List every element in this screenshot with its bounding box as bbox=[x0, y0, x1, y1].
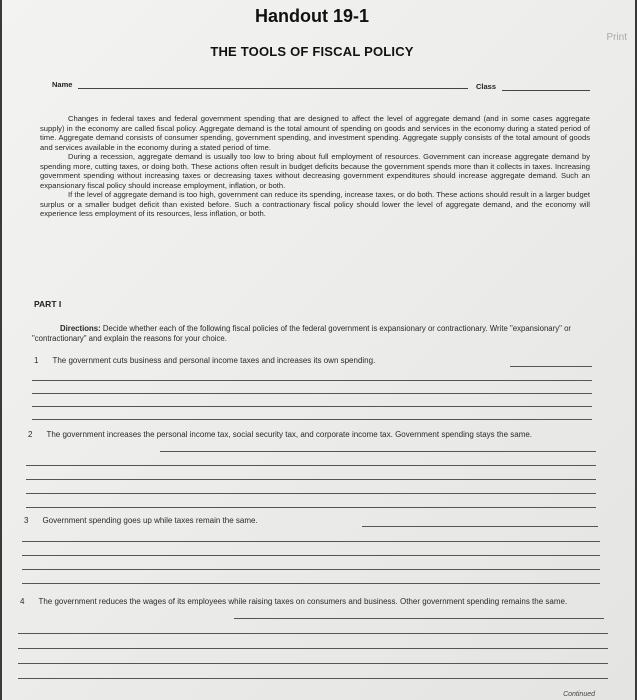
handout-page bbox=[2, 0, 635, 700]
part-heading: PART I bbox=[34, 299, 62, 309]
answer-line[interactable] bbox=[32, 380, 592, 381]
answer-line[interactable] bbox=[26, 465, 596, 466]
question-text: The government increases the personal income tax, social security tax, and corporate income tax. Government spending stays the same. bbox=[46, 430, 533, 439]
directions-text: Decide whether each of the following fiscal policies of the federal government is expansionary or contractionary. Write "expansionary" or "contractionary" and explain the reasons for your choice. bbox=[32, 324, 572, 343]
question-4 bbox=[20, 596, 605, 607]
answer-line[interactable] bbox=[18, 648, 608, 649]
answer-line[interactable] bbox=[26, 507, 596, 508]
answer-line[interactable] bbox=[32, 406, 592, 407]
question-1 bbox=[34, 355, 594, 366]
answer-line[interactable] bbox=[18, 663, 608, 664]
intro-text bbox=[40, 114, 590, 219]
handout-subtitle: THE TOOLS OF FISCAL POLICY bbox=[210, 44, 414, 59]
answer-line[interactable] bbox=[22, 555, 600, 556]
print-link[interactable]: Print bbox=[606, 32, 627, 43]
answer-line[interactable] bbox=[32, 393, 592, 394]
question-number: 1 bbox=[34, 356, 39, 365]
intro-paragraph-3: If the level of aggregate demand is too high, government can reduce its spending, increase taxes, or do both. These actions should result in a larger budget surplus or a smaller budget deficit than existed before. Such a contractionary fiscal policy should lower the level of aggregate demand, and the economy will experience less employment of its resources, less inflation, or both. bbox=[40, 190, 590, 218]
answer-line[interactable] bbox=[22, 583, 600, 584]
class-field-line[interactable] bbox=[502, 90, 590, 91]
answer-line[interactable] bbox=[22, 569, 600, 570]
answer-line[interactable] bbox=[26, 493, 596, 494]
name-field-line[interactable] bbox=[78, 88, 468, 89]
question-3 bbox=[24, 515, 584, 526]
answer-line[interactable] bbox=[234, 618, 604, 619]
answer-line[interactable] bbox=[32, 419, 592, 420]
handout-title: Handout 19-1 bbox=[254, 6, 369, 26]
class-label: Class bbox=[476, 82, 497, 91]
answer-line[interactable] bbox=[18, 678, 608, 679]
question-text: The government reduces the wages of its employees while raising taxes on consumers and business. Other government spending remains the same. bbox=[38, 597, 568, 606]
name-label: Name bbox=[52, 80, 73, 89]
question-2 bbox=[28, 429, 598, 440]
directions-label: Directions: bbox=[60, 324, 101, 333]
intro-paragraph-2: During a recession, aggregate demand is usually too low to bring about full employment of resources. Government can increase aggregate demand by spending more, cutting taxes, or doing both. These actions often result in budget deficits because the government spends more than it collects in taxes. Increasing government spending without increasing taxes or decreasing taxes without decreasing government expenditures should increase aggregate demand. Such an expansionary fiscal policy should increase employment, inflation, or both. bbox=[40, 152, 590, 190]
answer-line[interactable] bbox=[18, 633, 608, 634]
question-text: The government cuts business and personal income taxes and increases its own spending. bbox=[52, 356, 376, 365]
question-number: 3 bbox=[24, 516, 29, 525]
question-text: Government spending goes up while taxes remain the same. bbox=[42, 516, 258, 525]
answer-line[interactable] bbox=[22, 541, 600, 542]
answer-line[interactable] bbox=[510, 366, 592, 367]
intro-paragraph-1: Changes in federal taxes and federal government spending that are designed to affect the level of aggregate demand (and in some cases aggregate supply) in the economy are called fiscal policy. Aggregate demand is the total amount of spending on goods and services in the economy during a stated period of time. Aggregate demand consists of consumer spending, government spending, and investment spending. Aggregate supply consists of the total amount of goods and services available in the economy during a stated period of time. bbox=[40, 114, 590, 152]
answer-line[interactable] bbox=[26, 479, 596, 480]
question-number: 4 bbox=[20, 597, 25, 606]
answer-line[interactable] bbox=[160, 451, 596, 452]
directions bbox=[32, 324, 592, 344]
continued-label: Continued bbox=[563, 691, 595, 698]
question-number: 2 bbox=[28, 430, 33, 439]
answer-line[interactable] bbox=[362, 526, 598, 527]
